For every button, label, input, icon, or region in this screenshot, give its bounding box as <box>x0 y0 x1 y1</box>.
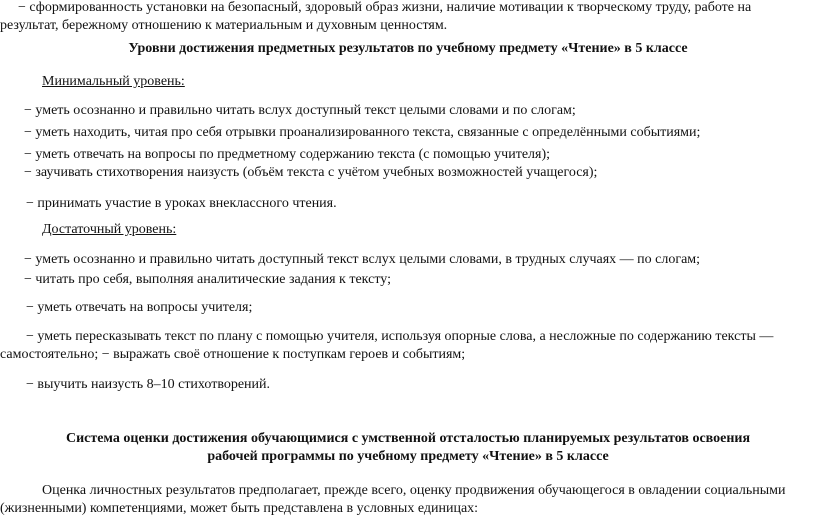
min-level-item-4: − заучивать стихотворения наизусть (объём текста с учётом учебных возможностей учащегося); <box>24 165 598 180</box>
intro-line-2: результат, бережному отношению к материальным и духовным ценностям. <box>0 18 448 33</box>
suff-level-item-3: − уметь отвечать на вопросы учителя; <box>26 300 253 315</box>
suff-level-item-2: − читать про себя, выполняя аналитические задания к тексту; <box>24 272 391 287</box>
suff-level-heading: Достаточный уровень: <box>42 222 177 237</box>
suff-level-item-4: − уметь пересказывать текст по плану с помощью учителя, используя опорные слова, а несложные по содержанию тексты — <box>26 329 774 344</box>
assessment-para-line-2: (жизненными) компетенциями, может быть представлена в условных единицах: <box>0 501 479 516</box>
min-level-item-1: − уметь осознанно и правильно читать вслух доступный текст целыми словами и по слогам; <box>24 103 576 118</box>
min-level-item-2: − уметь находить, читая про себя отрывки проанализированного текста, связанные с определёнными событиями; <box>24 125 701 140</box>
section-title-levels: Уровни достижения предметных результатов по учебному предмету «Чтение» в 5 классе <box>128 41 688 56</box>
min-level-item-3: − уметь отвечать на вопросы по предметному содержанию текста (с помощью учителя); <box>24 147 551 162</box>
intro-line-1: − сформированность установки на безопасный, здоровый образ жизни, наличие мотивации к творческому труду, работе на <box>18 0 752 15</box>
suff-level-item-4-cont: самостоятельно; − выражать своё отношение к поступкам героев и событиям; <box>0 347 466 362</box>
section-title-assessment-1: Система оценки достижения обучающимися с умственной отсталостью планируемых результатов освоения <box>65 431 751 446</box>
assessment-para-line-1: Оценка личностных результатов предполагает, прежде всего, оценку продвижения обучающегося в овладении социальными <box>42 483 786 498</box>
min-level-heading: Минимальный уровень: <box>42 74 185 89</box>
suff-level-item-1: − уметь осознанно и правильно читать доступный текст вслух целыми словами, в трудных случаях — по слогам; <box>24 252 701 267</box>
suff-level-item-5: − выучить наизусть 8–10 стихотворений. <box>26 377 271 392</box>
min-level-item-5: − принимать участие в уроках внеклассного чтения. <box>26 196 337 211</box>
section-title-assessment-2: рабочей программы по учебному предмету «Чтение» в 5 классе <box>207 449 609 464</box>
